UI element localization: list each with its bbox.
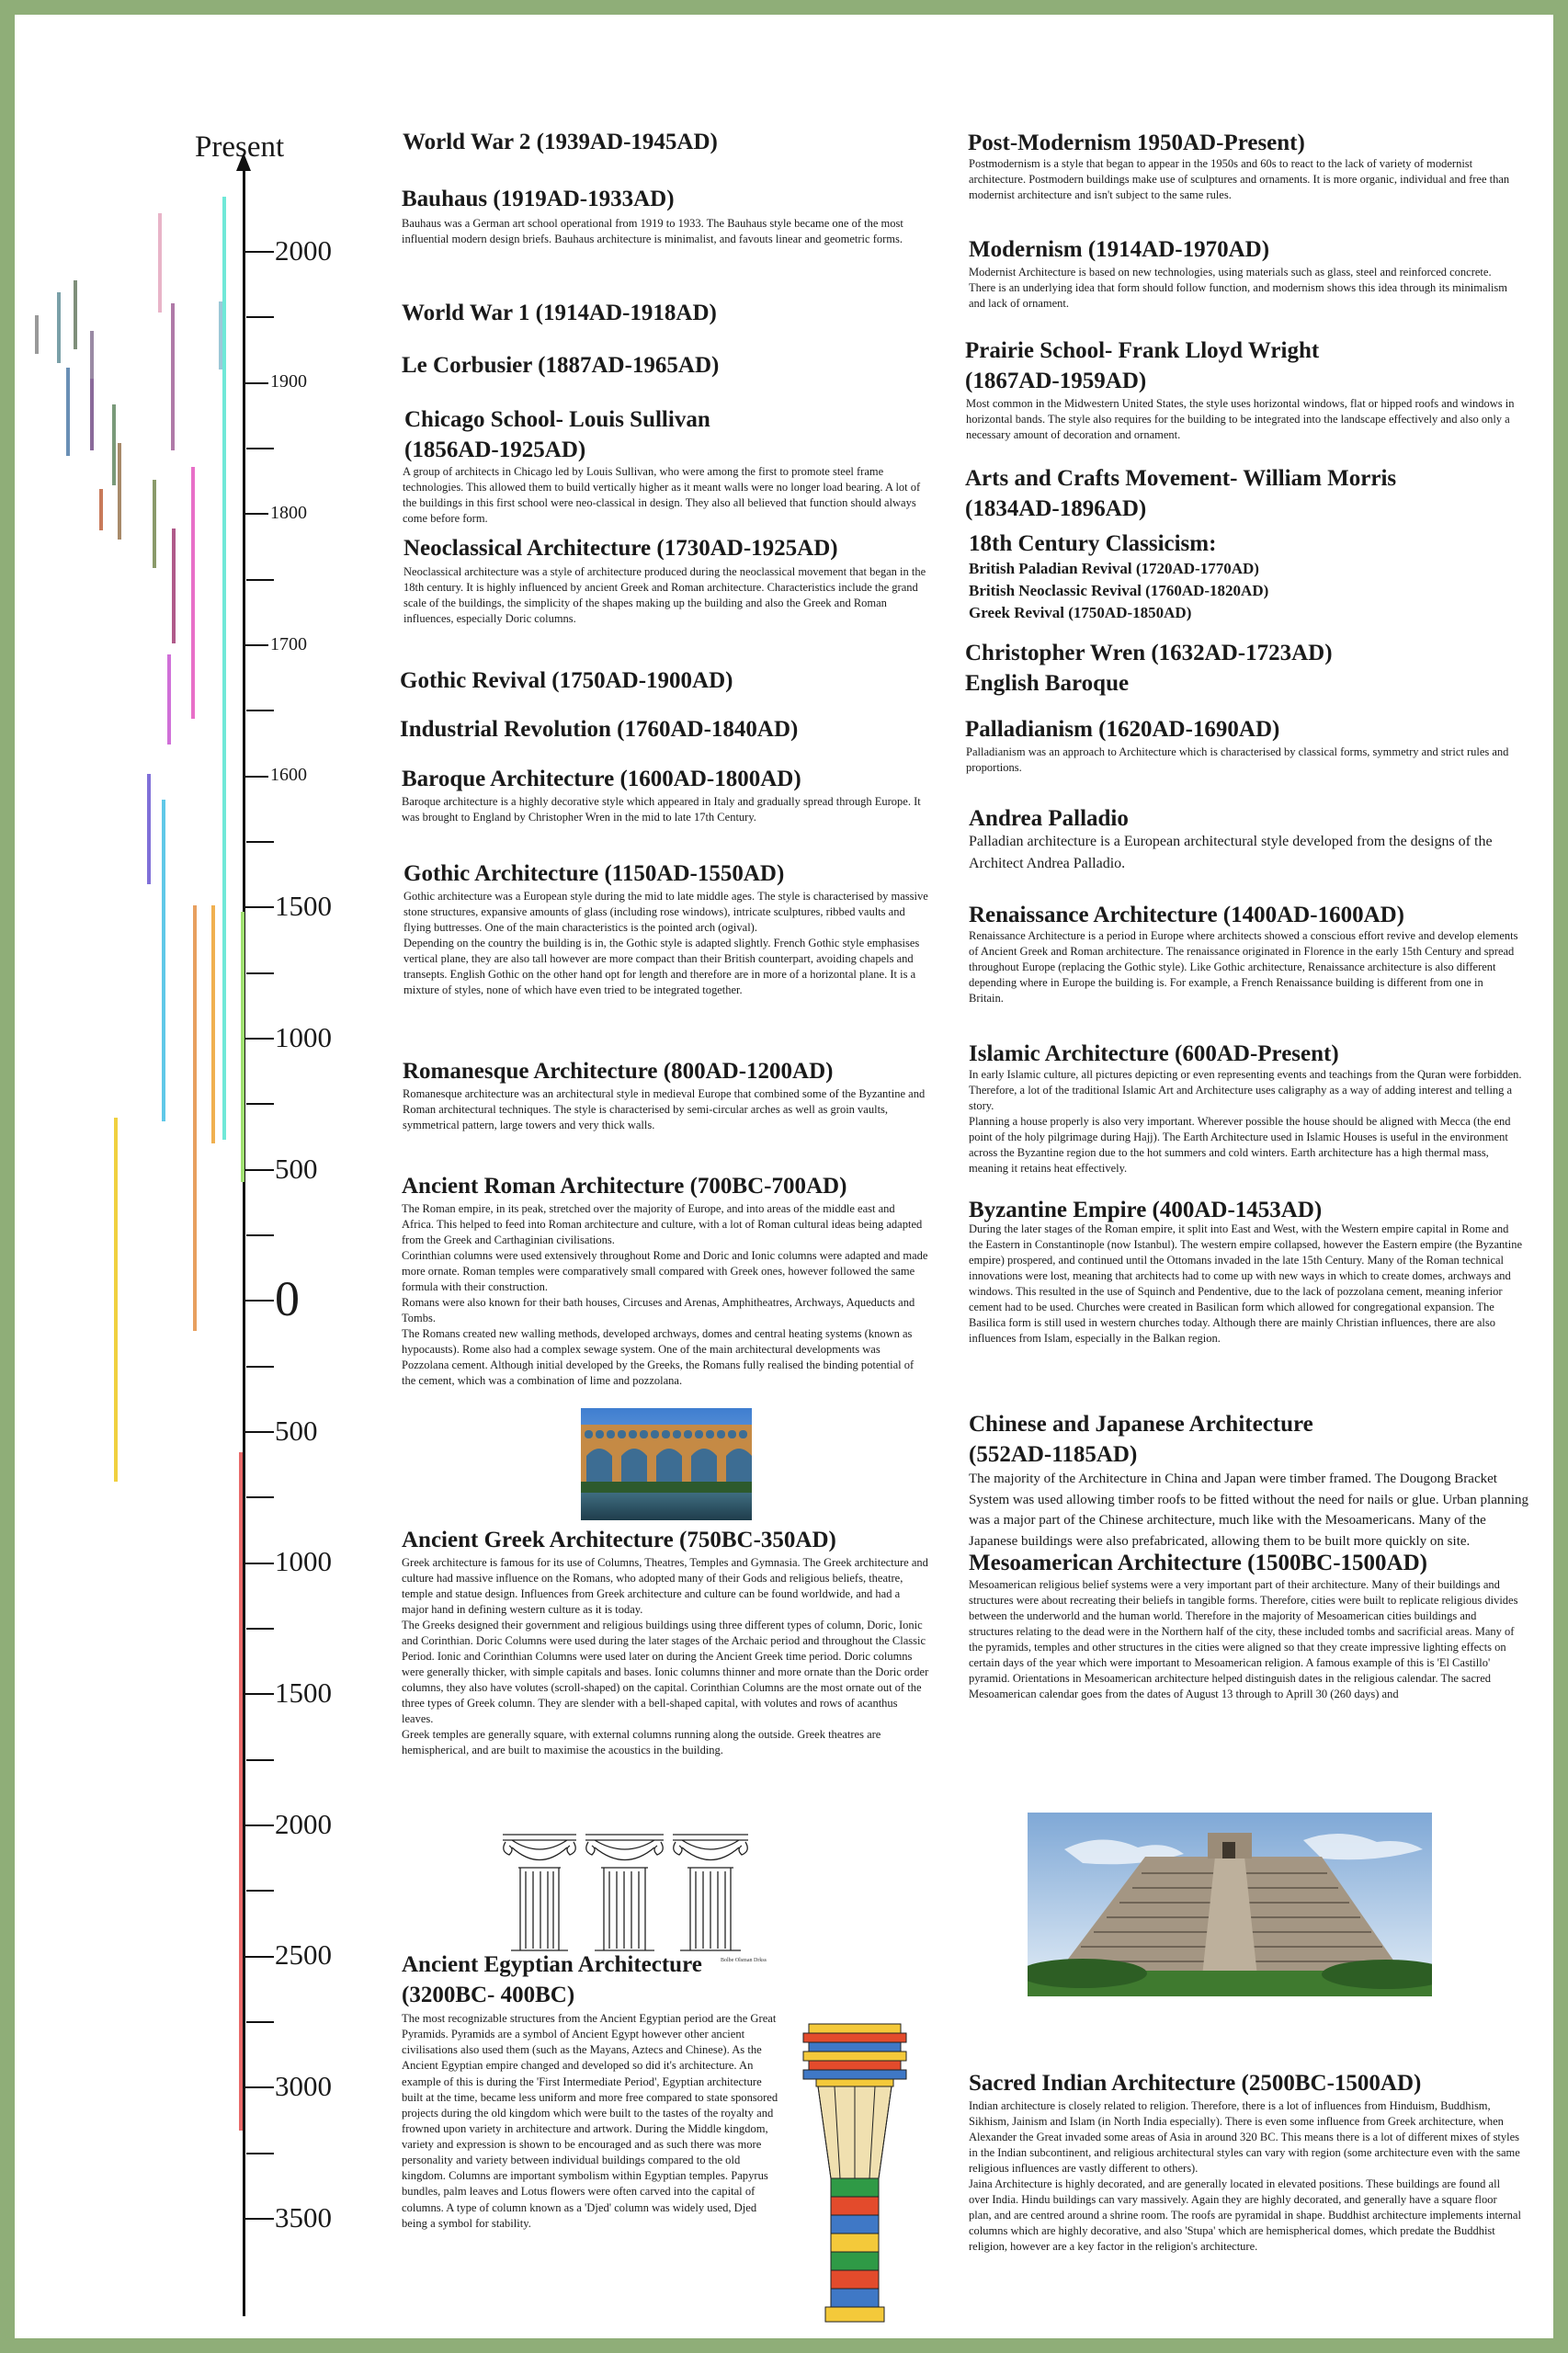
- period-bar: [57, 292, 61, 363]
- axis-tick: [244, 513, 268, 515]
- period-bar: [222, 197, 226, 1140]
- classicism-item-greek: Greek Revival (1750AD-1850AD): [969, 604, 1192, 621]
- axis-tick: [246, 841, 274, 843]
- period-bar: [239, 1452, 243, 2131]
- axis-tick: [244, 2218, 274, 2220]
- axis-tick-label: 1900: [270, 371, 307, 392]
- axis-tick: [246, 1366, 274, 1368]
- period-bar: [90, 379, 94, 450]
- egyptian-title: Ancient Egyptian Architecture (3200BC- 400BC): [402, 1952, 702, 2007]
- axis-tick-label: 1500: [275, 1677, 332, 1710]
- axis-tick-label: 500: [275, 1152, 318, 1185]
- axis-tick: [244, 1300, 274, 1302]
- axis-tick: [244, 382, 268, 384]
- axis-tick: [244, 644, 268, 646]
- chicago-text: A group of architects in Chicago led by Louis Sullivan, who were among the first to promote steel frame technologies. This allowed them to build vertically higher as it meant walls were no longer load bearing. A lot of the buildings in this first school were neo-classical in design. They also all believed that function should always come before form.: [403, 465, 921, 525]
- chinese-text: The majority of the Architecture in China and Japan were timber framed. The Dougong Bracket System was used allowing timber roofs to be fitted without the need for nails or glue. Urban planning was a major part of the Chinese architecture, much like with the Mesoamericans. Many of the Japanese buildings were also prefabricated, allowing them to be built more quickly on site.: [969, 1472, 1529, 1549]
- axis-present-label: Present: [195, 131, 285, 164]
- period-bar: [112, 404, 116, 485]
- palladianism-text: Palladianism was an approach to Architecture which is characterised by classical forms, symmetry and strict rules and proportions.: [966, 745, 1509, 774]
- byzantine-title: Byzantine Empire (400AD-1453AD): [969, 1198, 1323, 1222]
- corbusier-title: Le Corbusier (1887AD-1965AD): [402, 353, 720, 378]
- egyptian-column-drawing: [798, 2022, 912, 2325]
- egyptian-text: The most recognizable structures from the Ancient Egyptian period are the Great Pyramids. Pyramids are a symbol of Ancient Egypt however other ancient civilisations also used them (such as the Mayans, Aztecs and Chinese). As the Ancient Egyptian empire changed and developed so did it's architecture. An example of this is during the 'First Intermediate Period', Egyptian architecture built at the time, became less uniform and more free compared to state sponsored projects during the old kingdom which were built to the tastes of the royalty and frowned upon variety in architecture and artwork. During the Middle kingdom, variety and expression is shown to be encouraged and as such there was more personality and variety between individual buildings compared to the old kingdom. Columns are important symbolism within Egyptian temples. Papyrus bundles, palm leaves and Lotus flowers were often carved into the capital of columns. A type of column known as a 'Djed' column was widely used, Djed being a symbol for stability.: [402, 2012, 778, 2230]
- axis-tick: [244, 1169, 274, 1171]
- gothic-title: Gothic Architecture (1150AD-1550AD): [403, 861, 785, 886]
- period-bar: [114, 1118, 118, 1482]
- axis-tick: [244, 1038, 274, 1040]
- axis-tick: [246, 1234, 274, 1236]
- arts-crafts-title: Arts and Crafts Movement- William Morris (1834AD-1896AD): [965, 466, 1397, 521]
- axis-tick: [246, 710, 274, 711]
- axis-tick-label: 2000: [275, 233, 332, 267]
- wren-title: Christopher Wren (1632AD-1723AD) English Baroque: [965, 641, 1333, 697]
- postmodern-text: Postmodernism is a style that began to appear in the 1950s and 60s to react to the lack of variety of modernist architecture. Postmodern buildings make use of sculptures and ornaments. It is more organic, individual and free than modernist architecture and isn't subject to the same rules.: [969, 157, 1510, 201]
- axis-tick: [244, 2086, 274, 2088]
- period-bar: [74, 280, 77, 349]
- mesoamerican-text: Mesoamerican religious belief systems were a very important part of their architecture. Many of their buildings and structures were about recreating their beliefs in tangible forms. Therefore, cities were built to replicate religious divides between the underworld and the human world. Therefore in the majority of Mesoamerican cities buildings and structures relating to the dead were in the Northern half of the city, these included tombs and sacrificial areas. Many of the pyramids, temples and other structures in the cities were aligned so that they create impressive lighting effects on certain days of the year which were important to Mesoamerican religion. A famous example of this is 'El Castillo' pyramid. Orientations in Mesoamerican architecture helped distinguish dates in the religious calendar. The sacred Mesoamerican calendar goes from the dates of August 13 through to Aprill 30 (260 days) and: [969, 1578, 1518, 1700]
- axis-tick-label: 3500: [275, 2200, 332, 2234]
- period-bar: [158, 213, 162, 313]
- romanesque-title: Romanesque Architecture (800AD-1200AD): [403, 1059, 834, 1084]
- prairie-title: Prairie School- Frank Lloyd Wright (1867AD-1959AD): [965, 338, 1320, 393]
- period-bar: [118, 443, 121, 540]
- axis-tick-label: 1700: [270, 633, 307, 654]
- classicism-title: 18th Century Classicism:: [969, 531, 1217, 556]
- byzantine-text: During the later stages of the Roman empire, it split into East and West, with the Western empire capital in Rome and the Eastern in Constantinople (now Istanbul). The western empire collapsed, however the Eastern empire (the Byzantine empire) prospered, and continued until the Ottomans invaded in the late 15th Century. Many of the Roman technical innovations were lost, meaning that architects had to come up with new ways in which to create domes, archways and windows. This resulted in the use of Squinch and Pendentive, due to the lack of pozzolana cement, meaning inferior cement had to be used. Churches were created in Basilican form which allowed for congregational expansion. The Basilica form is still used in western churches today. Although there are mainly Christian influences, there are also influences from Islam, especially in the Balkan region.: [969, 1222, 1523, 1345]
- axis-tick: [246, 972, 274, 974]
- palladianism-title: Palladianism (1620AD-1690AD): [965, 717, 1280, 742]
- ww2-title: World War 2 (1939AD-1945AD): [403, 130, 718, 154]
- renaissance-title: Renaissance Architecture (1400AD-1600AD): [969, 903, 1404, 927]
- column-credit: Bolbe Olsman Drkss: [721, 1958, 767, 1963]
- ww1-title: World War 1 (1914AD-1918AD): [402, 301, 717, 325]
- palladio-text: Palladian architecture is a European architectural style developed from the designs of the Architect Andrea Palladio.: [969, 834, 1493, 871]
- baroque-title: Baroque Architecture (1600AD-1800AD): [402, 767, 801, 791]
- period-bar: [167, 654, 171, 745]
- axis-tick-label: 500: [275, 1414, 318, 1447]
- prairie-text: Most common in the Midwestern United States, the style uses horizontal windows, flat or hipped roofs and windows in horizontal bands. The style also requires for the building to be integrated into the landscape effectively and also only a necessary amount of decoration and ornament.: [966, 397, 1515, 441]
- axis-tick-label: 1500: [275, 890, 332, 923]
- axis-tick-label: 1000: [275, 1020, 332, 1053]
- axis-tick-label: 1600: [270, 765, 307, 786]
- roman-title: Ancient Roman Architecture (700BC-700AD): [402, 1174, 847, 1199]
- axis-tick: [244, 906, 274, 908]
- aqueduct-photo: [581, 1408, 752, 1520]
- period-bar: [171, 303, 175, 450]
- axis-tick-label: 0: [275, 1271, 300, 1327]
- classicism-item-neoclassic: British Neoclassic Revival (1760AD-1820AD): [969, 582, 1269, 599]
- modernism-title: Modernism (1914AD-1970AD): [969, 237, 1270, 262]
- mesoamerican-title: Mesoamerican Architecture (1500BC-1500AD): [969, 1549, 1520, 1579]
- greek-columns-drawing: [498, 1831, 752, 1956]
- axis-tick: [246, 579, 274, 581]
- timeline-axis: [243, 165, 245, 2316]
- axis-tick: [246, 1103, 274, 1105]
- period-bar: [172, 529, 176, 643]
- romanesque-text: Romanesque architecture was an architectural style in medieval Europe that combined some of the Byzantine and Roman architectural techniques. The style is characterised by semi-circular arches as well as groin vaults, symmetrical pattern, large towers and very thick walls.: [403, 1087, 926, 1131]
- classicism-item-palladian: British Paladian Revival (1720AD-1770AD): [969, 560, 1259, 577]
- el-castillo-photo: [1028, 1813, 1432, 1996]
- chicago-title: Chicago School- Louis Sullivan (1856AD-1925AD): [404, 407, 710, 462]
- palladio-title: Andrea Palladio: [969, 806, 1129, 831]
- axis-tick: [246, 1890, 274, 1892]
- axis-tick-label: 1000: [275, 1545, 332, 1578]
- period-bar: [153, 480, 156, 568]
- postmodern-title: Post-Modernism 1950AD-Present): [968, 131, 1305, 155]
- neoclassical-title: Neoclassical Architecture (1730AD-1925AD): [403, 536, 838, 561]
- axis-tick: [246, 1759, 274, 1761]
- axis-tick: [244, 1824, 274, 1826]
- axis-tick: [246, 316, 274, 318]
- bauhaus-title: Bauhaus (1919AD-1933AD): [402, 187, 675, 211]
- axis-tick: [244, 776, 268, 778]
- indian-text: Indian architecture is closely related to religion. Therefore, there is a lot of influences from Hinduism, Buddhism, Sikhism, Jainism and Islam (in North India especially). There is even some influence from Greek architecture, when Alexander the Great invaded some areas of Asia in around 320 BC. This means there is a lot of different mixes of styles in the Indian subcontinent, and religious architectural styles can vary with region (some architecture even with the same religious influences are vastly different to others). Jaina Architecture is highly decorated, and are generally located in elevated positions. These buildings are found all over India. Hindu buildings can vary massively. Again they are highly decorated, and generally have a square floor plan, and are centred around a shrine room. The roofs are pyramidal in shape. Buddhist architecture implements internal columns which are highly decorative, and also 'Stupa' which are hemispherical domes, which predate the Buddhist religion, however are a key factor in the religion's architecture.: [969, 2099, 1521, 2253]
- period-bar: [211, 905, 215, 1143]
- modernism-text: Modernist Architecture is based on new technologies, using materials such as glass, steel and reinforced concrete. There is an underlying idea that form should follow function, and modernism shows this idea through its minimalism and lack of ornament.: [969, 266, 1508, 310]
- neoclassical-text: Neoclassical architecture was a style of architecture produced during the neoclassical movement that began in the 18th century. It is highly influenced by ancient Greek and Roman architecture. Characteristics include the grand scale of the buildings, the simplicity of the shapes making up the building and also the Greek and Roman influences, especially Doric columns.: [403, 565, 926, 625]
- period-bar: [241, 912, 244, 1182]
- bauhaus-text: Bauhaus was a German art school operational from 1919 to 1933. The Bauhaus style became one of the most influential modern design briefs. Bauhaus architecture is minimalist, and favouts linear and geometric forms.: [402, 217, 903, 245]
- period-bar: [66, 368, 70, 456]
- axis-tick: [244, 251, 274, 253]
- renaissance-text: Renaissance Architecture is a period in Europe where architects showed a conscious effort revive and develop elements of Ancient Greek and Roman architecture. The renaissance originated in Florence in the early 15th Century and spread throughout Europe (replacing the Gothic style). Like Gothic architecture, Renaissance architecture is also different depending where in Europe the building is. For example, a French Renaissance building is different from one in Britain.: [969, 929, 1518, 1005]
- industrial-revolution-title: Industrial Revolution (1760AD-1840AD): [400, 717, 799, 742]
- period-bar: [162, 800, 165, 1121]
- period-bar: [99, 489, 103, 530]
- period-bar: [35, 315, 39, 354]
- period-bar: [147, 774, 151, 884]
- axis-tick: [244, 1693, 274, 1695]
- period-bar: [191, 467, 195, 719]
- gothic-revival-title: Gothic Revival (1750AD-1900AD): [400, 668, 733, 693]
- axis-tick: [246, 2153, 274, 2154]
- greek-title: Ancient Greek Architecture (750BC-350AD): [402, 1528, 836, 1552]
- axis-tick: [246, 448, 274, 449]
- islamic-text: In early Islamic culture, all pictures depicting or even representing events and teachings from the Quran were forbidden. Therefore, a lot of the traditional Islamic Art and Architecture uses caligraphy as a way of adding interest and telling a story. Planning a house properly is also very important. Wherever possible the house should be aligned with Mecca (the end point of the holy pilgrimage during Hajj). The Earth Architecture used in Islamic Houses is useful in the environment across the Byzantine region due to the hot summers and cold winters. Earth architecture has a high thermal mass, meaning it retains heat effectively.: [969, 1068, 1522, 1175]
- indian-title: Sacred Indian Architecture (2500BC-1500AD): [969, 2071, 1422, 2096]
- axis-tick-label: 1800: [270, 502, 307, 523]
- axis-tick: [246, 2021, 274, 2023]
- gothic-text: Gothic architecture was a European style during the mid to late middle ages. The style is characterised by massive stone structures, expansive amounts of glass (including rose windows), intricate sculptures, ribbed vaults and flying buttresses. One of the main characteristics is the pointed arch (ogival). Depending on the country the building is in, the Gothic style is adapted slightly. French Gothic style emphasises vertical plane, they are also tall however are more compact than their British counterpart, avoiding chapels and transepts. English Gothic on the other hand opt for length and therefore are in more of a horizontal plane. It is a mixture of styles, none of which have even tried to be integrated together.: [403, 890, 928, 996]
- period-bar: [193, 905, 197, 1331]
- islamic-title: Islamic Architecture (600AD-Present): [969, 1041, 1339, 1066]
- axis-tick-label: 2000: [275, 1807, 332, 1840]
- axis-tick-label: 2500: [275, 1938, 332, 1972]
- roman-text: The Roman empire, in its peak, stretched over the majority of Europe, and into areas of the middle east and Africa. This helped to feed into Roman architecture and culture, with a lot of Roman cultural ideas being adapted from the Greek and Carthaginian civilisations. Corinthian columns were used extensively throughout Rome and Doric and Ionic columns were adapted and made more ornate. Roman temples were comparatively small compared with Greek ones, however followed the same formula with their construction. Romans were also known for their bath houses, Circuses and Arenas, Amphitheatres, Archways, Aqueducts and Tombs. The Romans created new walling methods, developed archways, domes and central heating systems (known as hypocausts). Rome also had a complex sewage system. One of the main architectural developments was Pozzolana cement. Although initial developed by the Greeks, the Romans fully realised the binding potential of the cement, which was a combination of lime and pozzolana.: [402, 1202, 928, 1387]
- baroque-text: Baroque architecture is a highly decorative style which appeared in Italy and gradually spread through Europe. It was brought to England by Christopher Wren in the mid to late 17th Century.: [402, 795, 921, 824]
- axis-tick: [244, 1956, 274, 1958]
- axis-tick: [244, 1431, 274, 1433]
- axis-tick: [244, 1563, 274, 1564]
- greek-text: Greek architecture is famous for its use of Columns, Theatres, Temples and Gymnasia. The Greek architecture and culture had massive influence on the Romans, who adopted many of their Gods and religious beliefs, theatre, temple and statue design. Influences from Greek architecture and culture can be found worldwide, and had a major hand in defining western culture as it is today. The Greeks designed their government and religious buildings using three different types of column, Doric, Ionic and Corinthian. Doric Columns were used during the later stages of the Archaic period and throughout the Classic Period. Ionic and Corinthian Columns were used later on during the Ancient Greek time period. Doric columns were generally thicker, with simple capitals and bases. Ionic columns thinner and more ornate than the Doric order columns, they also have volutes (scroll-shaped) on the capital. Corinthian Columns are the most ornate out of the three types of Greek column. They are slender with a bell-shaped capital, with volutes and rows of acanthus leaves. Greek temples are generally square, with external columns running along the outside. Greek theatres are hemispherical, and are built to maximise the acoustics in the building.: [402, 1556, 929, 1756]
- axis-tick-label: 3000: [275, 2070, 332, 2103]
- axis-tick: [246, 1628, 274, 1630]
- axis-tick: [246, 1496, 274, 1498]
- chinese-title: Chinese and Japanese Architecture (552AD-1185AD): [969, 1412, 1313, 1467]
